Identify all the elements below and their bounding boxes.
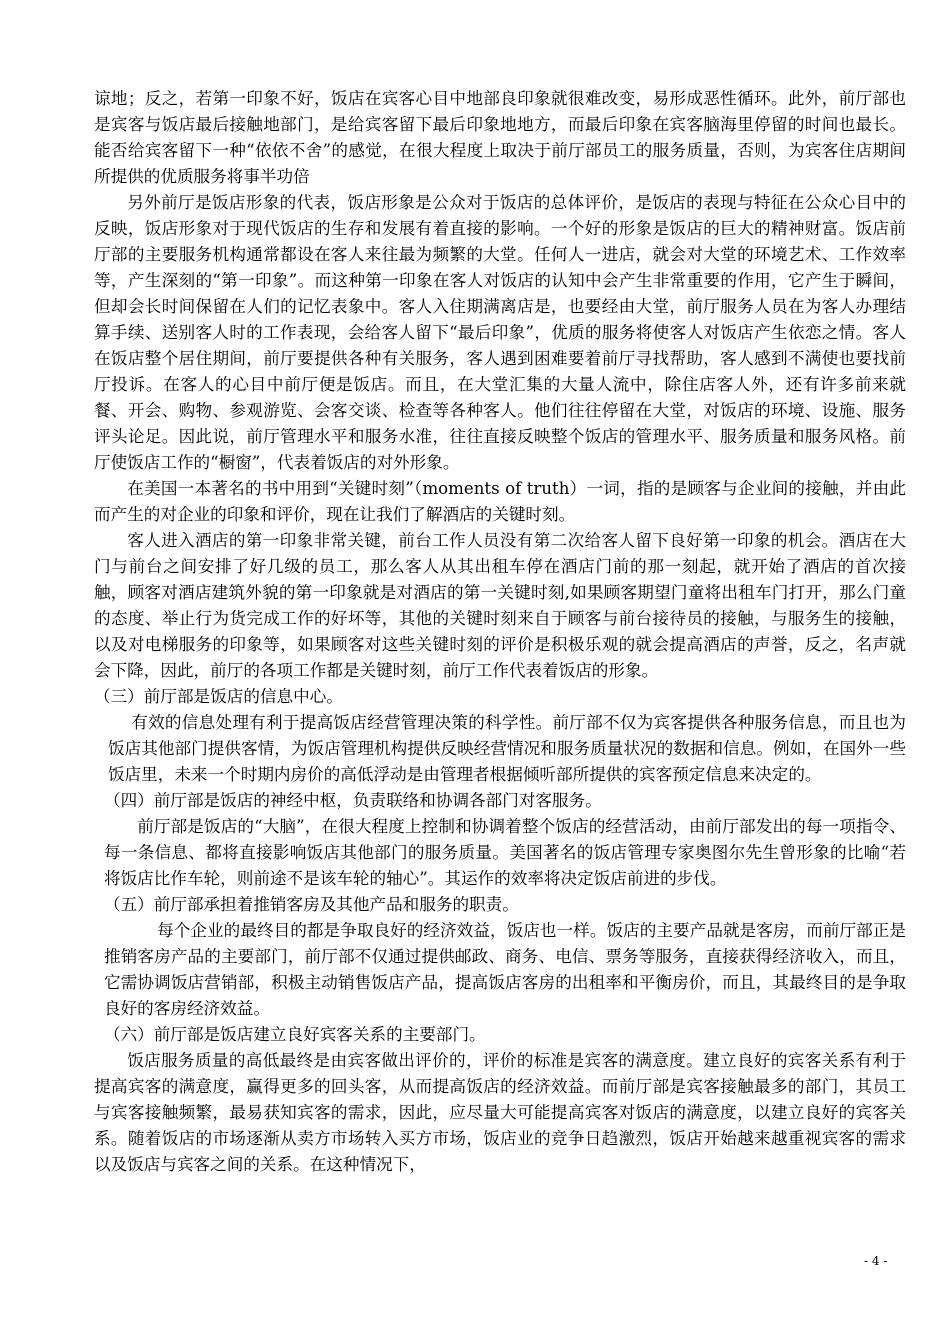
section-heading: （五）前厅部承担着推销客房及其他产品和服务的职责。 xyxy=(104,895,519,914)
body-paragraph: 另外前厅是饭店形象的代表，饭店形象是公众对于饭店的总体评价，是饭店的表现与特征在公众心目中的反映，饭店形象对于现代饭店的生存和发展有着直接的影响。一个好的形象是饭店的巨大的精神财富。饭店前厅部的主要服务机构通常都设在客人来往最为频繁的大堂。任何人一进店，就会对大堂的环境艺术、工作效率等，产生深刻的“第一印象”。而这种第一印象在客人对饭店的认知中会产生非常重要的作用，它产生于瞬间，但却会长时间保留在人们的记忆表象中。客人入住期满离店是，也要经由大堂，前厅服务人员在为客人办理结算手续、送别客人时的工作表现，会给客人留下“最后印象”，优质的服务将使客人对饭店产生依恋之情。客人在饭店整个居住期间，前厅要提供各种有关服务，客人遇到困难要着前厅寻找帮助，客人感到不满使也要找前厅投诉。在客人的心目中前厅便是饭店。而且，在大堂汇集的大量人流中，除住店客人外，还有许多前来就餐、开会、购物、参观游览、会客交谈、检查等各种客人。他们往往停留在大堂，对饭店的环境、设施、服务评头论足。因此说，前厅管理水平和服务水准，往往直接反映整个饭店的管理水平、服务质量和服务风格。前厅使饭店工作的“橱窗”，代表着饭店的对外形象。 xyxy=(94,193,906,472)
document-body xyxy=(94,86,906,1178)
section-heading: （四）前厅部是饭店的神经中枢，负责联络和协调各部门对客服务。 xyxy=(104,791,602,810)
body-paragraph: 谅地；反之，若第一印象不好，饭店在宾客心目中地部良印象就很难改变，易形成恶性循环。此外，前厅部也是宾客与饭店最后接触地部门，是给宾客留下最后印象地地方，而最后印象在宾客脑海里停留的时间也最长。能否给宾客留下一种“依依不舍”的感觉，在很大程度上取决于前厅部员工的服务质量，否则，为宾客住店期间所提供的优质服务将事半功倍 xyxy=(94,89,906,186)
section-heading: （三）前厅部是饭店的信息中心。 xyxy=(94,687,343,706)
body-paragraph: 每个企业的最终目的都是争取良好的经济效益，饭店也一样。饭店的主要产品就是客房，而前厅部正是推销客房产品的主要部门，前厅部不仅通过提供邮政、商务、电信、票务等服务，直接获得经济收入，而且，它需协调饭店营销部，积极主动销售饭店产品，提高饭店客房的出租率和平衡房价，而且，其最终目的是争取良好的客房经济效益。 xyxy=(104,921,906,1018)
body-paragraph: 有效的信息处理有利于提高饭店经营管理决策的科学性。前厅部不仅为宾客提供各种服务信息，而且也为饭店其他部门提供客情，为饭店管理机构提供反映经营情况和服务质量状况的数据和信息。例如，在国外一些饭店里，未来一个时期内房价的高低浮动是由管理者根据倾听部所提供的宾客预定信息来决定的。 xyxy=(108,713,906,784)
section-heading: （六）前厅部是饭店建立良好宾客关系的主要部门。 xyxy=(104,1025,486,1044)
body-paragraph: 饭店服务质量的高低最终是由宾客做出评价的，评价的标准是宾客的满意度。建立良好的宾客关系有利于提高宾客的满意度，赢得更多的回头客，从而提高饭店的经济效益。而前厅部是宾客接触最多的部门，其员工与宾客接触频繁，最易获知宾客的需求，因此，应尽量大可能提高宾客对饭店的满意度，以建立良好的宾客关系。随着饭店的市场逐渐从卖方市场转入买方市场，饭店业的竞争日趋激烈，饭店开始越来越重视宾客的需求以及饭店与宾客之间的关系。在这种情况下， xyxy=(94,1051,906,1174)
body-paragraph: 在美国一本著名的书中用到“关键时刻”（moments of truth）一词，指的是顾客与企业间的接触，并由此而产生的对企业的印象和评价，现在让我们了解酒店的关键时刻。 xyxy=(94,479,906,524)
body-paragraph: 前厅部是饭店的“大脑”，在很大程度上控制和协调着整个饭店的经营活动，由前厅部发出的每一项指令、每一条信息、都将直接影响饭店其他部门的服务质量。美国著名的饭店管理专家奥图尔先生曾形象的比喻“若将饭店比作车轮，则前途不是该车轮的轴心”。其运作的效率将决定饭店前进的步伐。 xyxy=(104,817,906,888)
page-number: - 4 - xyxy=(864,1254,888,1268)
body-paragraph: 客人进入酒店的第一印象非常关键，前台工作人员没有第二次给客人留下良好第一印象的机会。酒店在大门与前台之间安排了好几级的员工，那么客人从其出租车停在酒店门前的那一刻起，就开始了酒店的首次接触，顾客对酒店建筑外貌的第一印象就是对酒店的第一关键时刻,如果顾客期望门童将出租车门打开，那么门童的态度、举止行为货完成工作的好坏等，其他的关键时刻来自于顾客与前台接待员的接触，与服务生的接触，以及对电梯服务的印象等，如果顾客对这些关键时刻的评价是积极乐观的就会提高酒店的声誉，反之，名声就会下降，因此，前厅的各项工作都是关键时刻，前厅工作代表着饭店的形象。 xyxy=(94,531,906,680)
